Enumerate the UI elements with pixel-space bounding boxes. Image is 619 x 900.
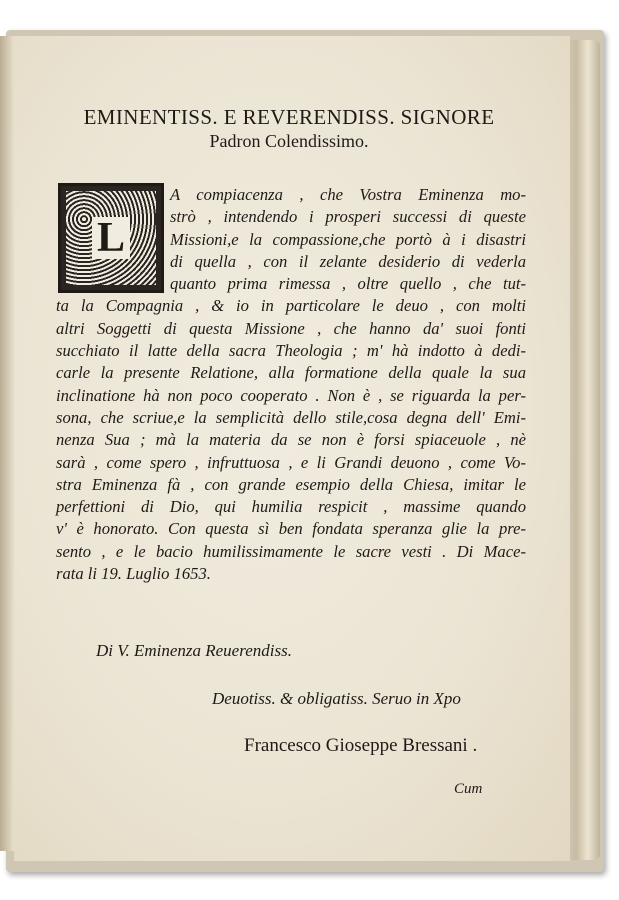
closing-salutation: Di V. Eminenza Reuerendiss. xyxy=(96,641,292,660)
body-line: v' è honorato. Con questa sì ben fondata speranza glie la pre- xyxy=(56,519,526,539)
body-line: Missioni,e la compassione,che portò à i disastri xyxy=(170,229,526,249)
body-line: sento , e le bacio humilissimamente le sacre vesti . Di Mace- xyxy=(56,541,526,561)
book-page xyxy=(14,36,570,861)
body-line: sarà , come spero , infruttuosa , e li Grandi deuono , come Vo- xyxy=(56,452,526,472)
page-subheading: Padron Colendissimo. xyxy=(209,131,369,151)
body-line: di quella , con il zelante desiderio di vederla xyxy=(170,251,526,271)
body-line: nenza Sua ; mà la materia da se non è forsi spiaceuole , nè xyxy=(56,430,526,450)
body-line: ta la Compagnia , & io in particolare le deuo , con molti xyxy=(56,296,526,316)
signature: Francesco Gioseppe Bressani . xyxy=(244,735,478,756)
letter-body xyxy=(56,184,526,585)
initial-letter: L xyxy=(92,217,130,259)
catchword: Cum xyxy=(454,781,483,797)
servant-line: Deuotiss. & obligatiss. Seruo in Xpo xyxy=(212,689,461,708)
book-spine xyxy=(0,36,14,851)
page-heading: EMINENTISS. E REVERENDISS. SIGNORE xyxy=(83,105,495,129)
body-line: strò , intendendo i prosperi successi di queste xyxy=(170,207,526,227)
body-line: A compiacenza , che Vostra Eminenza mo- xyxy=(170,185,526,204)
body-line: quanto prima rimessa , oltre quello , che tut- xyxy=(170,274,526,294)
body-line: sona, che scriue,e la semplicità dello stile,cosa degna dell' Emi- xyxy=(56,407,526,427)
body-line: rata li 19. Luglio 1653. xyxy=(56,564,211,584)
body-line: perfettioni di Dio, qui humilia respicit , massime quando xyxy=(56,497,526,517)
body-line: inclinatione hà non poco cooperato . Non è , se riguarda la per- xyxy=(56,385,526,405)
body-line: altri Soggetti di questa Missione , che hanno da' suoi fonti xyxy=(56,318,526,338)
body-line: succhiato il latte della sacra Theologia ; m' hà indotto à dedi- xyxy=(56,341,526,361)
body-line: stra Eminenza fà , con grande esempio della Chiesa, imitar le xyxy=(56,474,526,494)
body-line: carle la presente Relatione, alla formatione della quale la sua xyxy=(56,363,526,383)
